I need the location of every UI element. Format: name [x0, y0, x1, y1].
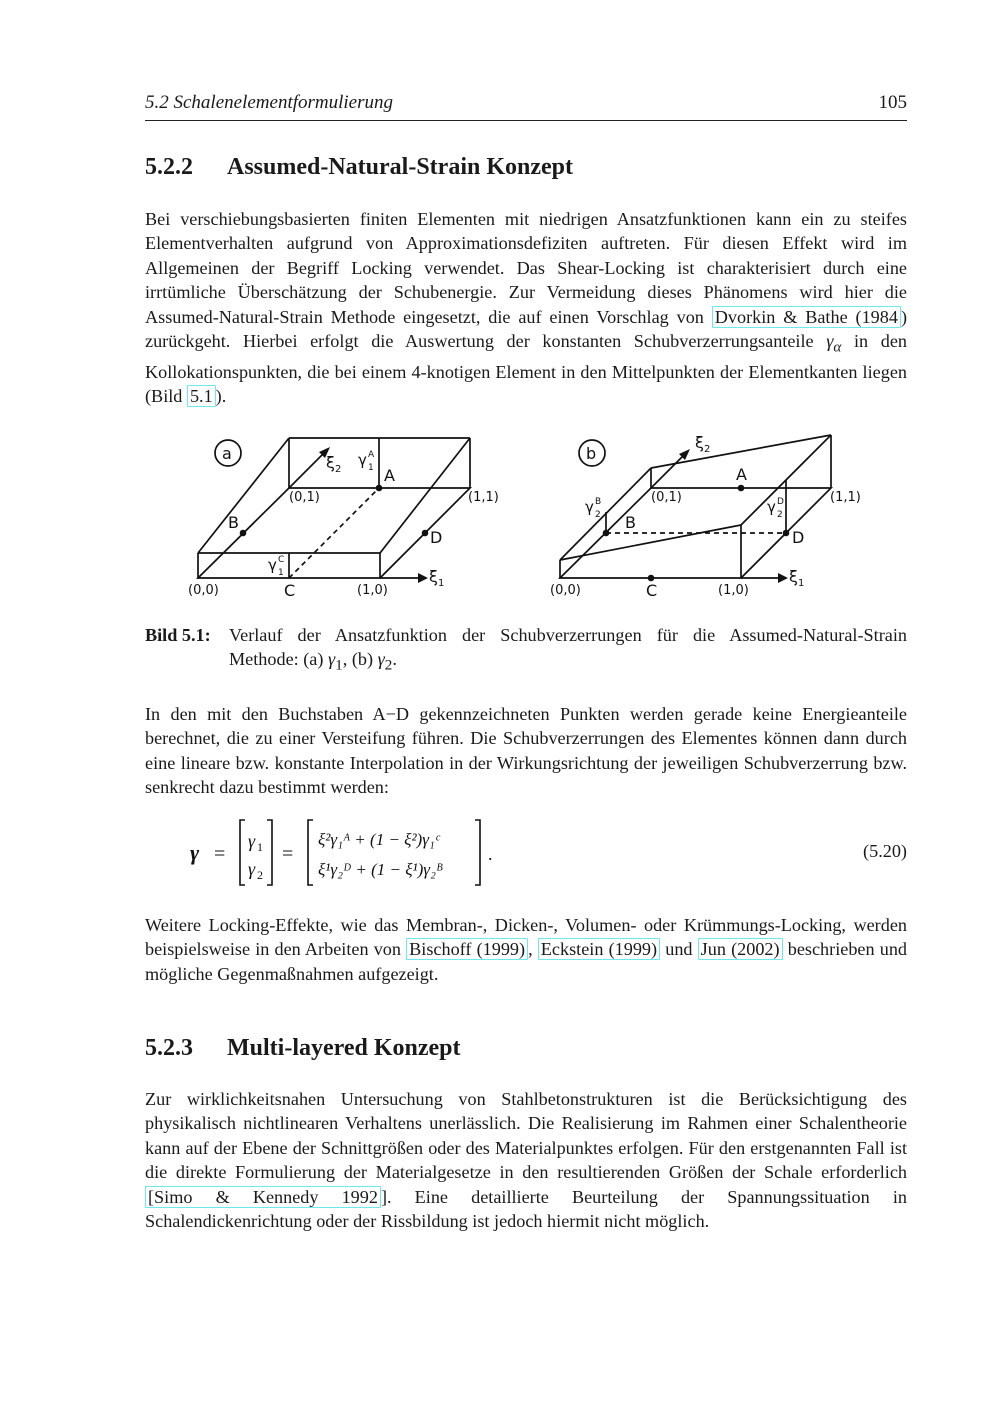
gamma-symbol: γ	[377, 649, 385, 670]
point-c-label: C	[284, 581, 296, 600]
vector-gamma-1: γ	[248, 831, 256, 851]
left-bracket-icon	[240, 820, 245, 885]
text-run: ) zurückgeht. Hierbei erfolgt die Auswertung der konstanten Schubverzerrungsanteile	[145, 306, 908, 352]
point-c-label: C	[646, 581, 658, 600]
xi1-arrow-icon	[778, 573, 788, 583]
section-heading-5-2-2	[145, 154, 907, 181]
xi1-label: ξ	[789, 567, 798, 586]
running-title: 5.2 Schalenelementformulierung	[145, 92, 394, 113]
citation-bischoff[interactable]: Bischoff (1999)	[406, 938, 528, 960]
point-b-label: B	[228, 513, 239, 532]
corner-label: (1,0)	[357, 583, 388, 598]
xi2-label: ξ	[695, 433, 704, 452]
panel-a-label: a	[222, 444, 232, 463]
point-a-dot	[376, 485, 383, 492]
gamma-subscript: α	[833, 338, 842, 356]
running-header	[145, 92, 907, 121]
corner-label: (0,1)	[289, 490, 320, 505]
text-run: und	[660, 939, 698, 960]
figure-shear-strain-interpolation	[180, 420, 870, 610]
paragraph-interpolation: In den mit den Buchstaben A−D gekennzeichneten Punkten werden gerade keine Energieanteile berechnet, die zu einer Versteifung führen. Die Schubverzerrungen des Elementes können dann durch eine lineare bzw. konstante Interpolation in der Wirkungsrichtung der jeweiligen Schubverzerrung bzw. senkrecht dazu bestimmt werden:	[145, 704, 907, 798]
caption-text	[229, 623, 907, 678]
point-a-dot	[738, 485, 745, 492]
point-d-label: D	[792, 528, 805, 547]
section-title: Multi-layered Konzept	[227, 1035, 461, 1061]
gamma-a-sub: 1	[368, 463, 374, 473]
figure-reference-link[interactable]: 5.1	[187, 385, 216, 407]
text-run: ,	[528, 939, 538, 960]
paragraph-ans-intro	[145, 207, 907, 409]
vector-gamma-1-sub: 1	[257, 840, 263, 854]
point-a-label: A	[384, 466, 395, 485]
text-run: ]. Eine detaillierte Beurteilung der Spannungssituation in Schalendickenrichtung oder der Rissbildung ist jedoch hiermit nicht möglich.	[145, 1186, 907, 1232]
matrix-row-1: ξ²γ₁ᴬ + (1 − ξ²)γ₁ᶜ	[318, 830, 440, 849]
text-run: , (b)	[342, 649, 378, 670]
gamma-b-symbol: γ	[585, 498, 594, 516]
corner-label: (1,1)	[468, 490, 499, 505]
xi1-subscript: 1	[438, 578, 445, 589]
point-b-dot	[603, 530, 610, 537]
point-a-label: A	[736, 465, 747, 484]
equation-5-20	[145, 815, 907, 890]
paragraph-multi-layered	[145, 1087, 907, 1233]
section-number: 5.2.3	[145, 1035, 193, 1061]
vector-gamma-2: γ	[248, 859, 256, 879]
section-heading-5-2-3	[145, 1035, 907, 1062]
text-run: beschrieben und mögliche Gegenmaßnahmen aufgezeigt.	[145, 939, 908, 984]
corner-label: (0,1)	[651, 490, 682, 505]
equals-sign: =	[282, 843, 294, 865]
text-run: Verlauf der Ansatzfunktion der Schubverzerrungen für die Assumed-Natural-Strain Methode: (a)	[229, 625, 907, 670]
text-run: Zur wirklichkeitsnahen Untersuchung von Stahlbetonstrukturen ist die Berücksichtigung des physikalisch nichtlinearen Verhaltens unerlässlich. Die Realisierung im Rahmen einer Schalentheorie kann auf der Ebene der Schnittgrößen oder des Materialpunktes erfolgen. Für den erstgenannten Fall ist die direkte Formulierung der Materialgesetze in den resultierenden Größen der Schale erforderlich	[145, 1089, 907, 1183]
gamma-b-sup: B	[595, 497, 602, 507]
caption-label: Bild 5.1:	[145, 625, 211, 645]
gamma-subscript: 1	[335, 657, 343, 675]
xi2-label: ξ	[326, 453, 335, 472]
gamma-d-symbol: γ	[767, 498, 776, 516]
equation-number: (5.20)	[863, 841, 907, 861]
page-number: 105	[878, 92, 907, 113]
xi1-arrow-icon	[418, 573, 428, 583]
gamma-c-sub: 1	[278, 568, 284, 578]
right-bracket-icon	[475, 820, 480, 885]
matrix-row-2: ξ¹γ₂ᴰ + (1 − ξ¹)γ₂ᴮ	[318, 860, 444, 879]
corner-label: (1,0)	[718, 583, 749, 598]
gamma-symbol: γ	[327, 649, 336, 670]
equation-body	[190, 815, 670, 890]
gamma-b-sub: 2	[595, 510, 601, 520]
right-bracket-icon	[267, 820, 272, 885]
gamma-a-sup: A	[368, 450, 375, 460]
text-run: ).	[215, 386, 227, 407]
corner-label: (1,1)	[830, 490, 861, 505]
paragraph-locking-effects	[145, 913, 907, 986]
xi1-subscript: 1	[798, 578, 805, 589]
xi2-axis-b	[651, 454, 685, 488]
xi2-axis	[289, 452, 325, 488]
text-run: Bei verschiebungsbasierten finiten Elementen mit niedrigen Ansatzfunktionen kann ein zu steifes Elementverhalten aufgrund von Approximationsdefiziten auftreten. Für diesen Effekt wird im Allgemeinen der Begriff Locking verwendet. Das Shear-Locking ist charakterisiert durch eine irrtümliche Überschätzung der Schubenergie. Zur Vermeidung dieses Phänomens wird hier die Assumed-Natural-Strain Methode eingesetzt, die auf einen Vorschlag von	[145, 209, 907, 327]
panel-b-edge	[560, 525, 741, 560]
gamma-c-symbol: γ	[268, 556, 277, 574]
point-d-label: D	[430, 528, 443, 547]
gamma-subscript: 2	[384, 657, 393, 675]
gamma-symbol: γ	[826, 331, 834, 352]
vector-gamma-2-sub: 2	[257, 868, 263, 882]
corner-label: (0,0)	[550, 583, 581, 598]
section-title: Assumed-Natural-Strain Konzept	[227, 154, 573, 180]
xi2-subscript: 2	[335, 464, 342, 475]
corner-label: (0,0)	[188, 583, 219, 598]
xi1-label: ξ	[429, 567, 438, 586]
left-bracket-icon	[308, 820, 313, 885]
gamma-d-sup: D	[777, 497, 784, 507]
point-b-label: B	[625, 513, 636, 532]
gamma-a-symbol: γ	[358, 451, 367, 469]
equation-period: .	[488, 844, 493, 864]
text-run: .	[392, 649, 397, 670]
gamma-c-sup: C	[278, 555, 285, 565]
citation-eckstein[interactable]: Eckstein (1999)	[538, 938, 660, 960]
point-d-dot	[783, 530, 790, 537]
text-run: Weitere Locking-Effekte, wie das Membran-, Dicken-, Volumen- oder Krümmungs-Locking, werden beispielsweise in den Arbeiten von	[145, 915, 907, 960]
gamma-d-sub: 2	[777, 510, 783, 520]
text-run: in den Kollokationspunkten, die bei einem 4-knotigen Element in den Mittelpunkten der Elementkanten liegen (Bild	[145, 331, 907, 407]
section-number: 5.2.2	[145, 154, 193, 180]
citation-simo-kennedy[interactable]: [Simo & Kennedy 1992	[145, 1186, 381, 1208]
gamma-vector-symbol: γ	[190, 840, 200, 865]
point-b-dot	[240, 530, 247, 537]
citation-jun[interactable]: Jun (2002)	[698, 938, 783, 960]
citation-dvorkin-bathe[interactable]: Dvorkin & Bathe (1984	[712, 306, 901, 328]
panel-b-label: b	[586, 444, 597, 463]
xi2-subscript: 2	[704, 444, 711, 455]
point-d-dot	[422, 530, 429, 537]
equals-sign: =	[214, 843, 226, 865]
